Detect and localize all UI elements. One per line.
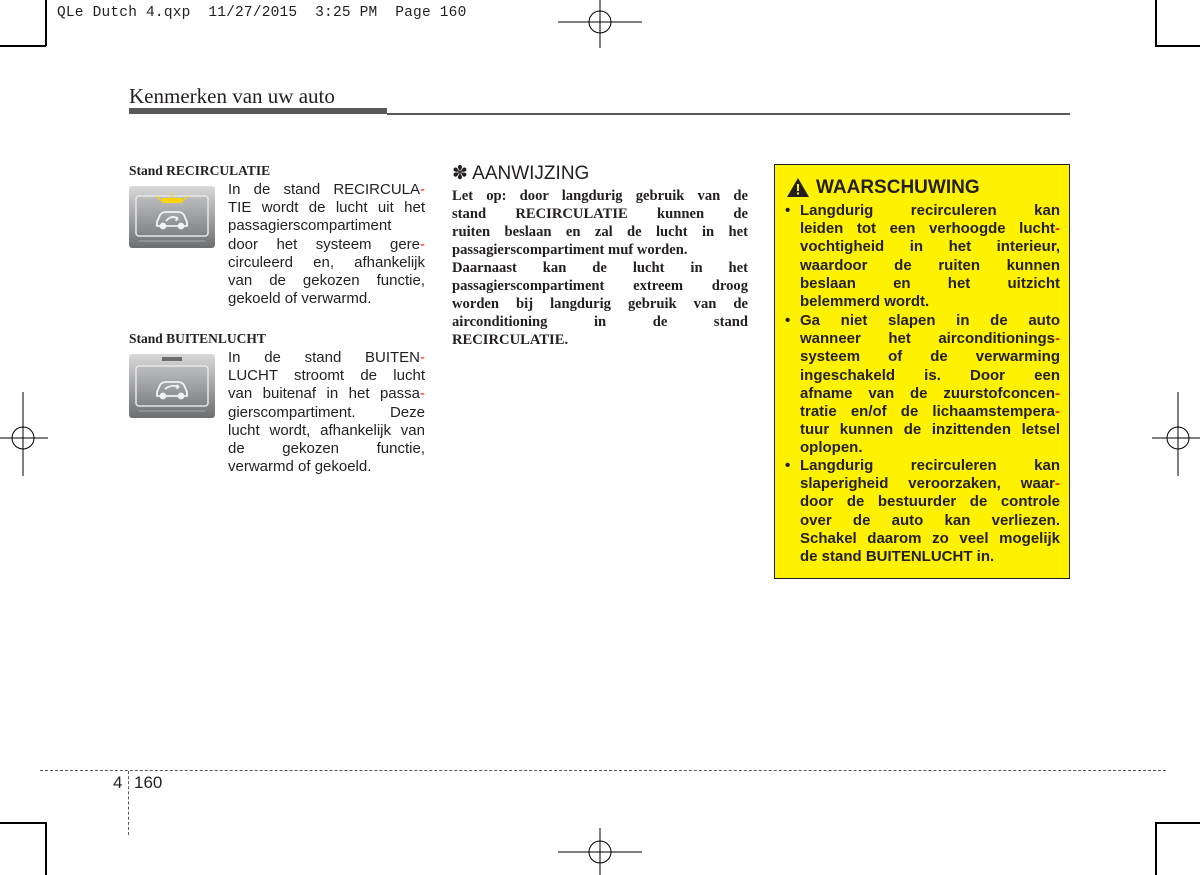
warning-bullet: • (785, 312, 791, 329)
note-title-text: AANWIJZING (472, 163, 590, 184)
crop-mark (1155, 0, 1157, 46)
recirculation-description: In de stand RECIRCULA- TIE wordt de lucht uit het passagierscompartiment door het systeem gere- circuleerd en, afhankelijk van de gekozen functie, gekoeld of verwarmd. (228, 181, 425, 308)
warning-item-2: Ga niet slapen in de auto wanneer het airconditionings- systeem of de verwarming ingeschakeld is. Door een afname van de zuurstofconcen- tratie en/of de lichaamstempera- tuur kunnen de inzittenden letsel oplopen. (800, 312, 1060, 457)
note-body: Let op: door langdurig gebruik van de stand RECIRCULATIE kunnen de ruiten beslaan en zal de lucht in het passagierscompartiment muf worden. Daarnaast kan de lucht in het passagierscompartiment extreem droog worden bij langdurig gebruik van de airconditioning in de stand RECIRCULATIE. (452, 188, 748, 348)
header-rule-thin (387, 113, 1070, 115)
warning-title: WAARSCHUWING (816, 177, 980, 198)
warning-bullet: • (785, 202, 791, 219)
crop-mark (0, 45, 46, 47)
section-heading-recirculation: Stand RECIRCULATIE (129, 163, 271, 178)
page-number: 160 (134, 773, 163, 792)
indicator-light-off (162, 357, 182, 361)
crop-mark (1155, 822, 1200, 824)
registration-mark-bottom (558, 828, 642, 875)
indicator-light-on (162, 198, 182, 203)
print-slug: QLe Dutch 4.qxp 11/27/2015 3:25 PM Page 160 (57, 5, 467, 21)
crop-mark (1155, 822, 1157, 875)
crop-mark (45, 822, 47, 875)
note-title (452, 162, 589, 185)
warning-bullet: • (785, 457, 791, 474)
outside-air-button-image (129, 354, 215, 418)
footer-dashed-divider (128, 771, 129, 835)
asterisk-icon: ✽ (452, 163, 468, 184)
registration-mark-left (0, 392, 50, 476)
section-heading-outside-air: Stand BUITENLUCHT (129, 331, 266, 346)
crop-mark (0, 822, 46, 824)
crop-mark (45, 0, 47, 46)
crop-mark (1155, 45, 1200, 47)
recirculation-button-image (129, 186, 215, 248)
section-number: 4 (113, 773, 123, 792)
warning-item-1: Langdurig recirculeren kan leiden tot een verhoogde lucht- vochtigheid in het interieur, waardoor de ruiten kunnen beslaan en het uitzicht belemmerd wordt. (800, 202, 1060, 310)
warning-triangle-icon (786, 177, 810, 198)
header-rule-thick (129, 108, 387, 114)
registration-mark-top (558, 0, 642, 50)
outside-air-description: In de stand BUITEN- LUCHT stroomt de lucht van buitenaf in het passa- gierscompartiment. Deze lucht wordt, afhankelijk van de gekozen functie, verwarmd of gekoeld. (228, 349, 425, 476)
warning-item-3: Langdurig recirculeren kan slaperigheid veroorzaken, waar- door de bestuurder de controle over de auto kan verliezen. Schakel daarom zo veel mogelijk de stand BUITENLUCHT in. (800, 457, 1060, 565)
registration-mark-right (1152, 392, 1200, 476)
footer-dashed-rule (40, 770, 1166, 771)
page-header-title: Kenmerken van uw auto (129, 84, 335, 108)
